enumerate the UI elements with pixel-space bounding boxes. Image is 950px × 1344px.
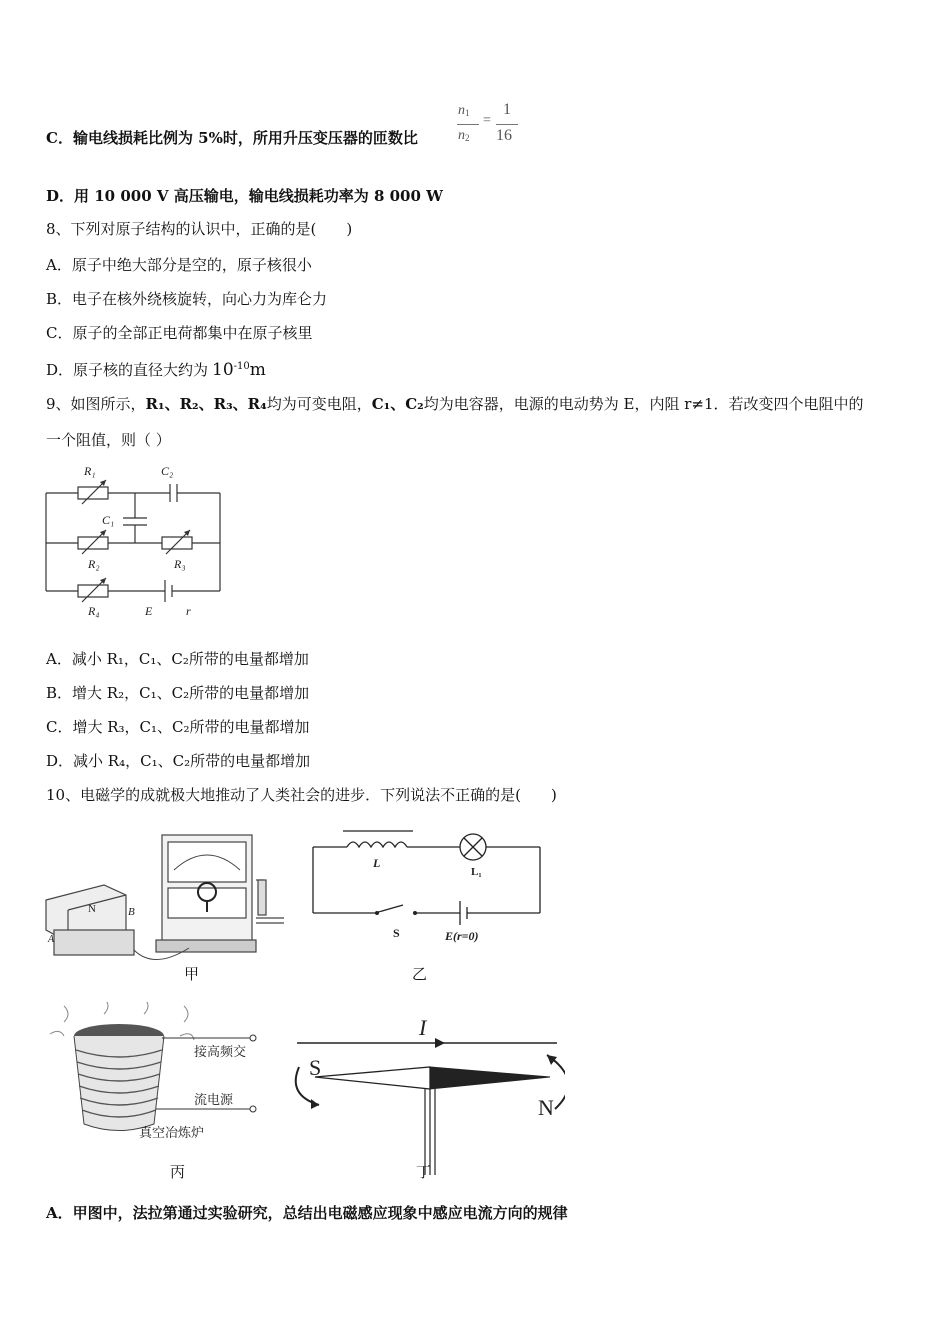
- ding-label-N: N: [538, 1095, 554, 1120]
- q9-option-a: A．减小 R₁，C₁、C₂所带的电量都增加: [46, 650, 309, 668]
- q10-option-a: A．甲图中，法拉第通过实验研究，总结出电磁感应现象中感应电流方向的规律: [46, 1204, 568, 1222]
- jia-label-N: N: [88, 903, 96, 915]
- q7-c-label: C．: [46, 129, 73, 147]
- label-R1: R₁: [84, 464, 96, 478]
- fraction-equals: =: [483, 113, 491, 128]
- q9-circuit-diagram: [40, 458, 230, 623]
- fraction-denominator: 16: [496, 127, 512, 144]
- caption-ding: 丁: [416, 1163, 432, 1181]
- label-R3: R₃: [174, 557, 186, 571]
- yi-label-S: S: [393, 926, 400, 940]
- jia-label-B: B: [128, 906, 135, 918]
- label-E: E: [145, 604, 153, 618]
- label-C1: C₁: [102, 513, 115, 527]
- fraction-bar-right: [496, 124, 518, 125]
- figure-bing-furnace: [44, 1002, 274, 1152]
- q9-option-b: B．增大 R₂，C₁、C₂所带的电量都增加: [46, 684, 310, 702]
- jia-label-A: A: [48, 934, 55, 945]
- label-R4: R₄: [88, 604, 100, 618]
- ding-label-I: I: [419, 1015, 427, 1040]
- label-C2: C₂: [161, 464, 174, 478]
- figure-jia-galvanometer: [44, 830, 294, 985]
- q8-stem: 8、下列对原子结构的认识中，正确的是( ): [46, 220, 353, 238]
- caption-jia: 甲: [184, 965, 200, 983]
- yi-label-L1: L₁: [471, 866, 482, 878]
- q8-option-a: A．原子中绝大部分是空的，原子核很小: [46, 256, 312, 274]
- q9-option-c: C．增大 R₃，C₁、C₂所带的电量都增加: [46, 718, 310, 736]
- q10-stem: 10、电磁学的成就极大地推动了人类社会的进步．下列说法不正确的是( ): [46, 786, 557, 804]
- bing-label-2: 流电源: [194, 1092, 234, 1107]
- caption-bing: 丙: [170, 1163, 186, 1181]
- figure-yi-circuit: [305, 825, 555, 950]
- ding-label-S: S: [309, 1055, 322, 1080]
- q8-option-c: C．原子的全部正电荷都集中在原子核里: [46, 324, 313, 342]
- yi-label-E: E(r=0): [445, 929, 479, 943]
- fraction-numerator: 1: [503, 101, 511, 118]
- q9-stem-line1: 9、如图所示，R₁、R₂、R₃、R₄均为可变电阻，C₁、C₂均为电容器，电源的电动势为 E，内阻 r≠1．若改变四个电阻中的: [46, 395, 864, 413]
- label-r: r: [186, 604, 191, 618]
- turns-ratio-n2: $n_2$: [458, 128, 470, 143]
- figure-ding-compass: [285, 1005, 565, 1175]
- q8-option-d: D．原子核的直径大约为 $10^{-10}m$: [46, 360, 266, 380]
- q7-c-text: 输电线损耗比例为 5%时，所用升压变压器的匝数比: [72, 129, 418, 147]
- q9-option-d: D．减小 R₄，C₁、C₂所带的电量都增加: [46, 752, 311, 770]
- q7-option-d: D．用 10 000 V 高压输电，输电线损耗功率为 8 000 W: [46, 187, 443, 205]
- q8-option-b: B．电子在核外绕核旋转，向心力为库仑力: [46, 290, 328, 308]
- q9-stem-line2: 一个阻值，则（ ）: [46, 431, 171, 449]
- q7-option-c: [46, 128, 418, 148]
- yi-label-L: L: [373, 856, 381, 870]
- bing-label-1: 接高频交: [194, 1044, 247, 1059]
- label-R2: R₂: [88, 557, 100, 571]
- bing-label-3: 真空冶炼炉: [139, 1125, 205, 1140]
- caption-yi: 乙: [412, 965, 428, 983]
- fraction-bar-left: [457, 124, 479, 125]
- turns-ratio-n1: $n_1$: [458, 103, 470, 118]
